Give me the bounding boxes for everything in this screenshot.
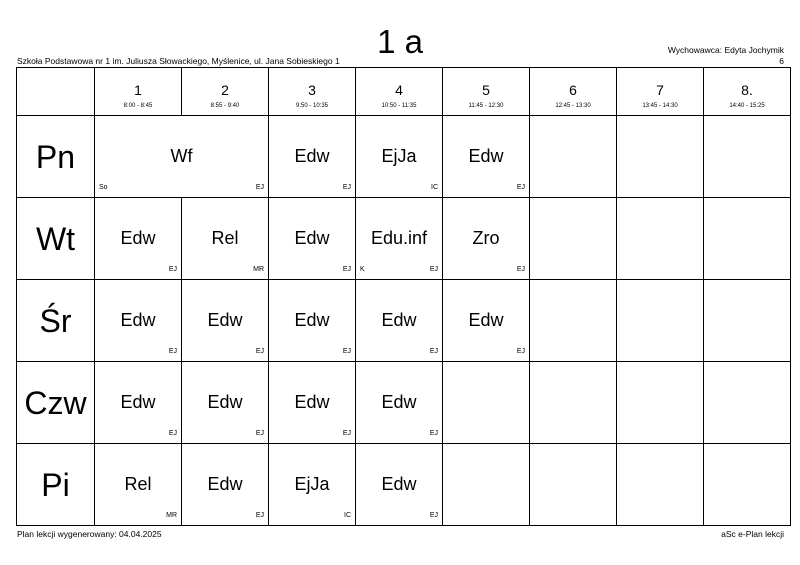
- period-number: 2: [221, 82, 229, 98]
- lesson-subject: Edw: [207, 474, 243, 494]
- school-name: Szkoła Podstawowa nr 1 im. Juliusza Słowackiego, Myślenice, ul. Jana Sobieskiego 1: [17, 56, 340, 66]
- lesson-teacher: IC: [431, 184, 438, 191]
- period-number: 6: [569, 82, 577, 98]
- period-header: [95, 68, 182, 116]
- empty-cell: [443, 444, 530, 526]
- lesson-cell: [356, 444, 443, 526]
- period-header: [356, 68, 443, 116]
- lesson-subject: EjJa: [381, 146, 417, 166]
- lesson-cell: [95, 444, 182, 526]
- lesson-subject: Edw: [120, 228, 156, 248]
- lesson-teacher: EJ: [516, 348, 525, 355]
- empty-cell: [530, 444, 617, 526]
- period-number: 8.: [741, 82, 753, 98]
- period-time: 11:45 - 12:30: [468, 103, 504, 109]
- lesson-cell: [182, 198, 269, 280]
- lesson-teacher: EJ: [342, 184, 351, 191]
- lesson-cell: [443, 116, 530, 198]
- lesson-teacher: EJ: [168, 266, 177, 273]
- period-number: 1: [134, 82, 142, 98]
- empty-cell: [704, 116, 791, 198]
- day-row: [17, 444, 791, 526]
- day-name: Pn: [35, 138, 76, 175]
- lesson-cell: [356, 198, 443, 280]
- period-header: [182, 68, 269, 116]
- lesson-teacher: MR: [253, 266, 264, 273]
- lesson-cell: [356, 116, 443, 198]
- period-number: 4: [395, 82, 403, 98]
- day-name: Wt: [35, 220, 76, 257]
- day-label-cell: [17, 116, 95, 198]
- lesson-subject: Edw: [120, 392, 156, 412]
- lesson-subject: Wf: [170, 146, 193, 166]
- empty-cell: [617, 280, 704, 362]
- lesson-teacher: EJ: [255, 184, 264, 191]
- empty-cell: [443, 362, 530, 444]
- day-name: Pi: [41, 466, 70, 503]
- lesson-teacher: EJ: [429, 512, 438, 519]
- lesson-cell: [182, 280, 269, 362]
- day-label-cell: [17, 280, 95, 362]
- lesson-note: K: [360, 266, 365, 273]
- lesson-subject: Edw: [294, 146, 330, 166]
- empty-cell: [704, 362, 791, 444]
- empty-cell: [530, 116, 617, 198]
- lesson-teacher: EJ: [342, 348, 351, 355]
- empty-cell: [530, 280, 617, 362]
- lesson-cell: [95, 116, 269, 198]
- period-time: 9:50 - 10:35: [295, 103, 329, 109]
- period-time: 13:45 - 14:30: [642, 103, 678, 109]
- lesson-teacher: EJ: [168, 348, 177, 355]
- lesson-subject: Edw: [294, 228, 330, 248]
- lesson-subject: Edw: [381, 474, 417, 494]
- lesson-teacher: EJ: [168, 430, 177, 437]
- lesson-cell: [95, 198, 182, 280]
- lesson-cell: [182, 444, 269, 526]
- lesson-cell: [95, 362, 182, 444]
- day-label-cell: [17, 362, 95, 444]
- lesson-teacher: EJ: [516, 266, 525, 273]
- empty-cell: [704, 198, 791, 280]
- day-name: Czw: [24, 384, 87, 421]
- lesson-cell: [356, 280, 443, 362]
- lesson-cell: [443, 280, 530, 362]
- period-header-row: [17, 68, 791, 116]
- page-title: 1 a: [377, 23, 423, 60]
- lesson-subject: Rel: [211, 228, 239, 248]
- lesson-subject: Rel: [124, 474, 152, 494]
- lesson-teacher: EJ: [342, 430, 351, 437]
- lesson-subject: Edw: [381, 310, 417, 330]
- lesson-cell: [269, 280, 356, 362]
- period-header: [530, 68, 617, 116]
- lesson-teacher: EJ: [429, 266, 438, 273]
- lesson-subject: EjJa: [294, 474, 330, 494]
- generated-date: Plan lekcji wygenerowany: 04.04.2025: [17, 529, 162, 539]
- day-row: [17, 116, 791, 198]
- lesson-teacher: EJ: [342, 266, 351, 273]
- lesson-subject: Zro: [472, 228, 500, 248]
- empty-cell: [617, 116, 704, 198]
- empty-cell: [617, 362, 704, 444]
- day-row: [17, 198, 791, 280]
- lesson-subject: Edw: [207, 392, 243, 412]
- lesson-cell: [269, 116, 356, 198]
- day-row: [17, 362, 791, 444]
- empty-cell: [704, 280, 791, 362]
- lesson-subject: Edu.inf: [370, 228, 428, 248]
- lesson-teacher: MR: [166, 512, 177, 519]
- day-label-cell: [17, 198, 95, 280]
- lesson-teacher: EJ: [255, 348, 264, 355]
- lesson-subject: Edw: [120, 310, 156, 330]
- lesson-subject: Edw: [294, 310, 330, 330]
- period-number: 7: [656, 82, 664, 98]
- lesson-subject: Edw: [294, 392, 330, 412]
- lesson-cell: [356, 362, 443, 444]
- period-header: [269, 68, 356, 116]
- empty-cell: [617, 198, 704, 280]
- lesson-cell: [269, 198, 356, 280]
- day-row: [17, 280, 791, 362]
- app-name: aSc e-Plan lekcji: [721, 529, 784, 539]
- lesson-teacher: EJ: [516, 184, 525, 191]
- lesson-cell: [269, 444, 356, 526]
- period-time: 8:00 - 8:45: [123, 103, 153, 109]
- lesson-teacher: IC: [344, 512, 351, 519]
- period-time: 10:50 - 11:35: [381, 103, 417, 109]
- period-time: 12:45 - 13:30: [555, 103, 591, 109]
- period-header: [443, 68, 530, 116]
- period-time: 14:40 - 15:25: [729, 103, 765, 109]
- period-number: 5: [482, 82, 490, 98]
- empty-cell: [704, 444, 791, 526]
- lesson-cell: [443, 198, 530, 280]
- timetable-grid: [16, 67, 791, 526]
- period-number: 3: [308, 82, 316, 98]
- page-number: 6: [779, 56, 784, 66]
- lesson-subject: Edw: [468, 310, 504, 330]
- class-teacher: Wychowawca: Edyta Jochymik: [667, 45, 784, 55]
- lesson-teacher: EJ: [255, 512, 264, 519]
- corner-cell: [17, 68, 95, 116]
- period-time: 8:55 - 9:40: [210, 103, 240, 109]
- lesson-subject: Edw: [468, 146, 504, 166]
- empty-cell: [530, 362, 617, 444]
- lesson-note: So: [99, 184, 108, 191]
- empty-cell: [530, 198, 617, 280]
- lesson-teacher: EJ: [429, 430, 438, 437]
- period-header: [704, 68, 791, 116]
- lesson-subject: Edw: [381, 392, 417, 412]
- lesson-subject: Edw: [207, 310, 243, 330]
- lesson-cell: [182, 362, 269, 444]
- lesson-teacher: EJ: [255, 430, 264, 437]
- empty-cell: [617, 444, 704, 526]
- period-header: [617, 68, 704, 116]
- day-name: Śr: [39, 302, 72, 339]
- lesson-cell: [269, 362, 356, 444]
- lesson-teacher: EJ: [429, 348, 438, 355]
- day-label-cell: [17, 444, 95, 526]
- lesson-cell: [95, 280, 182, 362]
